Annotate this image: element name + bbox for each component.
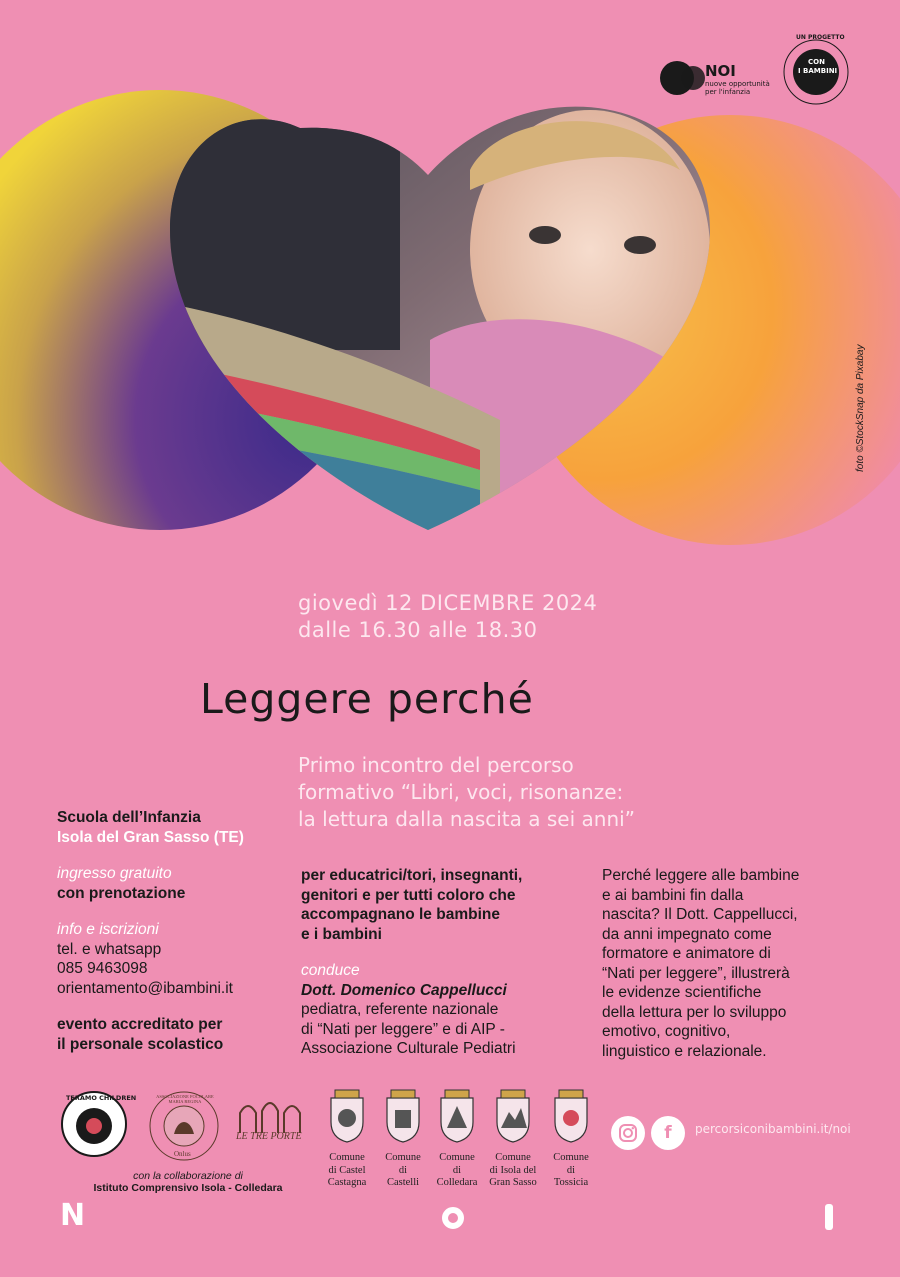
info-label: info e iscrizioni xyxy=(57,921,159,938)
footer-letter-i xyxy=(825,1204,833,1230)
crest-icon xyxy=(437,1088,477,1144)
description-line: nascita? Il Dott. Cappellucci, xyxy=(602,906,798,923)
comune-label-line: Comune xyxy=(329,1152,365,1163)
subtitle-line: Primo incontro del percorso xyxy=(298,753,574,777)
description-line: Perché leggere alle bambine xyxy=(602,867,800,884)
venue-place: Isola del Gran Sasso (TE) xyxy=(57,828,244,846)
left-column xyxy=(57,808,292,1071)
speaker-name: Dott. Domenico Cappellucci xyxy=(301,981,507,999)
description-line: da anni impegnato come xyxy=(602,925,772,943)
subtitle-line: la lettura dalla nascita a sei anni” xyxy=(298,807,636,831)
crest-icon xyxy=(493,1088,533,1144)
entry-label: ingresso gratuito xyxy=(57,865,172,882)
info-line: tel. e whatsapp xyxy=(57,940,162,958)
noi-logo-name: NOI xyxy=(705,62,736,80)
subtitle-line: formativo “Libri, voci, risonanze: xyxy=(298,780,624,804)
description-line: linguistico e relazionale. xyxy=(602,1042,767,1060)
photo-credit: foto ©StockSnap da Pixabay xyxy=(855,344,866,472)
accredited-line: il personale scolastico xyxy=(57,1035,224,1053)
description-line: “Nati per leggere”, illustrerà xyxy=(602,964,790,982)
event-date: giovedì 12 DICEMBRE 2024 xyxy=(298,591,598,615)
audience-line: e i bambini xyxy=(301,925,382,943)
comune-label-line: Castagna xyxy=(327,1177,367,1188)
le-tre-porte-logo xyxy=(230,1093,310,1153)
description-line: e ai bambini fin dalla xyxy=(602,886,744,904)
speaker-line: Associazione Culturale Pediatri xyxy=(301,1040,516,1057)
noi-logo xyxy=(657,58,777,100)
comune-label-line: Castelli xyxy=(386,1177,420,1188)
crest-icon xyxy=(383,1088,423,1144)
footer-letter-n: N xyxy=(60,1198,86,1233)
audience-line: genitori e per tutti coloro che xyxy=(301,886,516,904)
collab-label: con la collaborazione di xyxy=(133,1170,243,1182)
con-i-bambini-logo xyxy=(782,34,850,106)
event-datetime xyxy=(298,590,597,644)
info-phone[interactable]: 085 9463098 xyxy=(57,960,148,977)
focolare-name: ASSOCIAZIONE FOCOLARE MARIA REGINA xyxy=(156,1094,214,1104)
teramo-children-name: TERAMO CHILDREN xyxy=(66,1094,137,1102)
comune-tossicia xyxy=(536,1088,606,1190)
con-i-bambini-top: UN PROGETTO xyxy=(796,34,845,41)
footer-letter-o xyxy=(442,1207,464,1229)
comune-label-line: Colledara xyxy=(436,1177,478,1188)
con-i-bambini-line2: I BAMBINI xyxy=(798,67,838,75)
speaker-line: pediatra, referente nazionale xyxy=(301,1001,499,1018)
comune-label-line: Comune xyxy=(495,1152,531,1163)
comune-label-line: di Isola del xyxy=(489,1164,537,1176)
collaboration xyxy=(58,1170,318,1194)
description-line: emotivo, cognitivo, xyxy=(602,1023,731,1040)
accredited-line: evento accreditato per xyxy=(57,1016,223,1033)
info-email[interactable]: orientamento@ibambini.it xyxy=(57,979,233,997)
description-line: della lettura per lo sviluppo xyxy=(602,1003,787,1021)
right-column xyxy=(602,866,862,1061)
crest-icon xyxy=(551,1088,591,1144)
description-line: formatore e animatore di xyxy=(602,945,771,962)
comune-label-line: di Castel xyxy=(328,1164,366,1176)
conduce-label: conduce xyxy=(301,962,360,979)
comune-label-line: di xyxy=(452,1164,462,1176)
website-link[interactable]: percorsiconibambini.it/noi xyxy=(695,1122,851,1136)
noi-logo-mark xyxy=(657,58,709,98)
facebook-icon[interactable]: f xyxy=(651,1116,685,1150)
instagram-icon[interactable] xyxy=(611,1116,645,1150)
comune-label-line: Comune xyxy=(385,1152,421,1163)
description-line: le evidenze scientifiche xyxy=(602,984,762,1001)
noi-logo-tagline2: per l'infanzia xyxy=(705,88,751,96)
collab-name: Istituto Comprensivo Isola - Colledara xyxy=(93,1182,283,1194)
comune-label-line: Tossicia xyxy=(553,1177,589,1188)
con-i-bambini-line1: CON xyxy=(808,58,825,66)
event-time: dalle 16.30 alle 18.30 xyxy=(298,618,538,642)
comune-label-line: di xyxy=(398,1164,408,1176)
audience-line: per educatrici/tori, insegnanti, xyxy=(301,867,523,884)
venue-name: Scuola dell’Infanzia xyxy=(57,809,201,826)
event-title: Leggere perché xyxy=(200,675,534,723)
focolare-logo xyxy=(148,1090,220,1162)
comune-label-line: Comune xyxy=(439,1152,475,1163)
crest-icon xyxy=(327,1088,367,1144)
speaker-line: di “Nati per leggere” e di AIP - xyxy=(301,1020,505,1038)
comune-label-line: Comune xyxy=(553,1152,589,1163)
comuni-row xyxy=(312,1088,602,1198)
comune-label-line: di xyxy=(566,1164,576,1176)
focolare-sub: Onlus xyxy=(174,1150,191,1158)
comune-label-line: Gran Sasso xyxy=(489,1177,537,1188)
entry-value: con prenotazione xyxy=(57,884,186,902)
noi-logo-tagline1: nuove opportunità xyxy=(705,80,770,88)
audience-line: accompagnano le bambine xyxy=(301,906,500,923)
teramo-children-logo xyxy=(60,1090,137,1158)
middle-column xyxy=(301,866,591,1059)
tre-porte-name: LE TRE PORTE xyxy=(236,1131,302,1142)
event-subtitle xyxy=(298,752,635,833)
instagram-glyph xyxy=(618,1123,638,1143)
